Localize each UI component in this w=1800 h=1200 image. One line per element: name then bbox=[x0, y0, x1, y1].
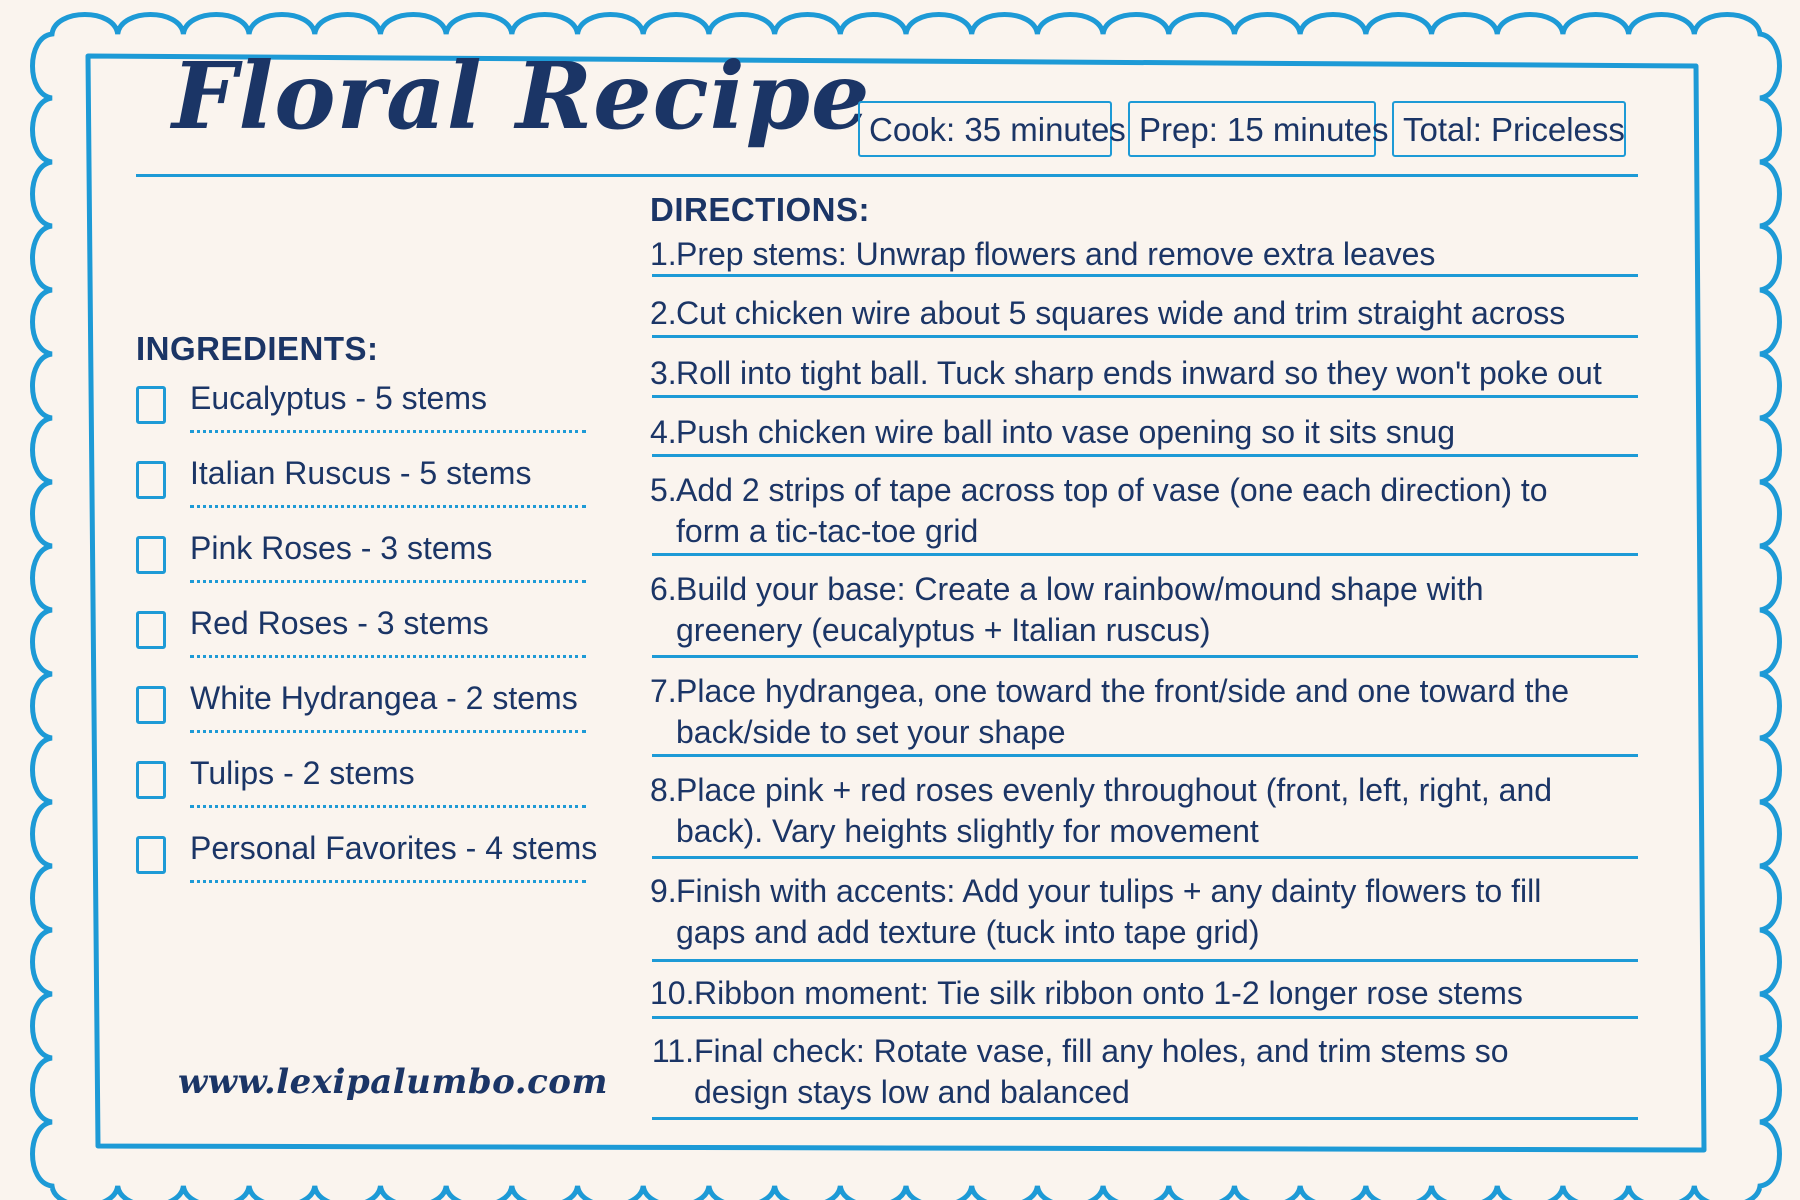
prep-time-badge: Prep: 15 minutes bbox=[1128, 101, 1376, 157]
step-rule bbox=[652, 1117, 1638, 1120]
ingredient-checkbox[interactable] bbox=[136, 536, 166, 574]
step-rule bbox=[652, 856, 1638, 859]
step-text: Push chicken wire ball into vase opening so it sits snug bbox=[676, 414, 1456, 450]
ingredient-checkbox[interactable] bbox=[136, 611, 166, 649]
step-text: Place pink + red roses evenly throughout (front, left, right, and back). Vary heights slightly for movement bbox=[676, 772, 1553, 849]
step-rule bbox=[652, 454, 1638, 457]
dotted-rule bbox=[190, 580, 586, 583]
cook-time-badge: Cook: 35 minutes bbox=[858, 101, 1112, 157]
step-text: Ribbon moment: Tie silk ribbon onto 1-2 longer rose stems bbox=[694, 975, 1523, 1011]
step-rule bbox=[652, 754, 1638, 757]
ingredient-label: Eucalyptus - 5 stems bbox=[190, 380, 487, 416]
step-text: Finish with accents: Add your tulips + any dainty flowers to fill gaps and add texture (tuck into tape grid) bbox=[676, 873, 1542, 950]
ingredient-label: Tulips - 2 stems bbox=[190, 755, 415, 791]
header-divider bbox=[136, 174, 1638, 177]
recipe-title: Floral Recipe bbox=[172, 42, 871, 150]
step-text: Build your base: Create a low rainbow/mound shape with greenery (eucalyptus + Italian ruscus) bbox=[676, 571, 1484, 648]
ingredient-item bbox=[136, 755, 586, 815]
step-text: Cut chicken wire about 5 squares wide and trim straight across bbox=[676, 295, 1566, 331]
step-number: 11. bbox=[651, 1033, 694, 1069]
dotted-rule bbox=[190, 730, 586, 733]
ingredient-checkbox[interactable] bbox=[136, 386, 166, 424]
ingredient-item bbox=[136, 455, 586, 515]
step-number: 2. bbox=[650, 295, 677, 331]
step-number: 1. bbox=[650, 236, 677, 272]
dotted-rule bbox=[190, 505, 586, 508]
dotted-rule bbox=[190, 430, 586, 433]
dotted-rule bbox=[190, 655, 586, 658]
step-number: 4. bbox=[650, 414, 677, 450]
ingredient-checkbox[interactable] bbox=[136, 686, 166, 724]
step-rule bbox=[652, 274, 1638, 277]
directions-heading: DIRECTIONS: bbox=[650, 191, 870, 228]
step-text: Add 2 strips of tape across top of vase (one each direction) to form a tic-tac-toe grid bbox=[676, 472, 1548, 549]
ingredient-checkbox[interactable] bbox=[136, 836, 166, 874]
ingredient-label: Personal Favorites - 4 stems bbox=[190, 830, 598, 866]
ingredient-label: Pink Roses - 3 stems bbox=[190, 530, 493, 566]
step-text: Roll into tight ball. Tuck sharp ends inward so they won't poke out bbox=[676, 355, 1602, 391]
step-rule bbox=[652, 959, 1638, 962]
step-rule bbox=[652, 655, 1638, 658]
ingredient-item bbox=[136, 605, 586, 665]
step-rule bbox=[652, 395, 1638, 398]
ingredient-label: Red Roses - 3 stems bbox=[190, 605, 489, 641]
step-rule bbox=[652, 335, 1638, 338]
ingredient-label: White Hydrangea - 2 stems bbox=[190, 680, 578, 716]
step-rule bbox=[652, 553, 1638, 556]
total-time-badge: Total: Priceless bbox=[1392, 101, 1626, 157]
website-url[interactable]: www.lexipalumbo.com bbox=[178, 1062, 608, 1102]
ingredient-item bbox=[136, 680, 586, 740]
ingredient-item bbox=[136, 380, 586, 440]
step-number: 3. bbox=[650, 355, 677, 391]
step-rule bbox=[652, 1016, 1638, 1019]
ingredient-checkbox[interactable] bbox=[136, 761, 166, 799]
step-number: 8. bbox=[650, 772, 677, 808]
step-number: 9. bbox=[650, 873, 677, 909]
step-number: 5. bbox=[650, 472, 677, 508]
step-number: 7. bbox=[650, 673, 677, 709]
ingredient-item bbox=[136, 530, 586, 590]
ingredient-checkbox[interactable] bbox=[136, 461, 166, 499]
dotted-rule bbox=[190, 880, 586, 883]
step-number: 10. bbox=[650, 975, 695, 1011]
step-text: Final check: Rotate vase, fill any holes, and trim stems so design stays low and balanced bbox=[694, 1033, 1509, 1110]
dotted-rule bbox=[190, 805, 586, 808]
ingredients-heading: INGREDIENTS: bbox=[136, 330, 379, 367]
step-text: Place hydrangea, one toward the front/side and one toward the back/side to set your shape bbox=[676, 673, 1570, 750]
step-text: Prep stems: Unwrap flowers and remove extra leaves bbox=[676, 236, 1436, 272]
ingredient-item bbox=[136, 830, 598, 890]
ingredient-label: Italian Ruscus - 5 stems bbox=[190, 455, 532, 491]
step-number: 6. bbox=[650, 571, 677, 607]
